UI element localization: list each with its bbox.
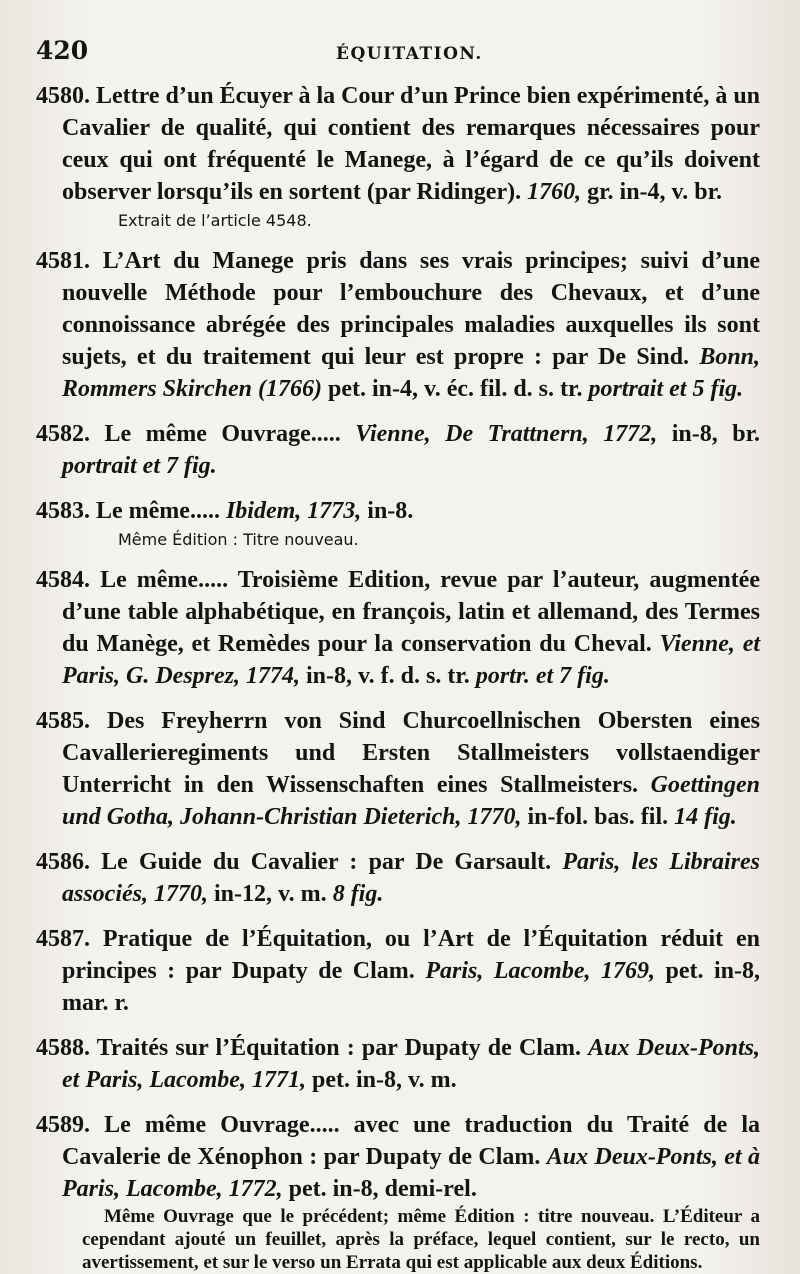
entry-note: Même Édition : Titre nouveau. bbox=[118, 530, 359, 549]
entry-imprint: 1760, bbox=[527, 179, 582, 205]
entry-collation: pet. in-8, v. m. bbox=[311, 1067, 457, 1093]
entry-illustrations: 14 fig. bbox=[674, 804, 737, 830]
entry-illustrations: portrait et 7 fig. bbox=[62, 453, 217, 479]
entry-collation: in-fol. bas. fil. bbox=[527, 804, 669, 830]
entry-number: 4582. bbox=[36, 421, 90, 447]
entry-title: Le même Ouvrage..... avec une traduction du Traité de la Cavalerie de Xénophon : par Dupaty de Clam. bbox=[62, 1112, 761, 1170]
entry-collation: in-8. bbox=[367, 498, 414, 524]
entry-imprint: Paris, Lacombe, 1769, bbox=[425, 958, 655, 984]
page-number: 420 bbox=[36, 36, 89, 65]
entry-imprint: Aux Deux-Ponts, et à Paris, Lacombe, 1772, bbox=[62, 1144, 760, 1202]
entry-number: 4584. bbox=[36, 567, 90, 593]
entry-number: 4583. bbox=[36, 498, 90, 524]
catalog-entry-4582 bbox=[36, 418, 761, 482]
entry-illustrations: 8 fig. bbox=[332, 881, 384, 907]
entry-imprint: Vienne, et Paris, G. Desprez, 1774, bbox=[62, 631, 761, 689]
entry-collation: pet. in-8, demi-rel. bbox=[288, 1176, 477, 1202]
entry-illustrations: portrait et 5 fig. bbox=[588, 376, 744, 402]
entry-title: L’Art du Manege pris dans ses vrais principes; suivi d’une nouvelle Méthode pour l’embouchure des Chevaux, et d’une connoissance abrégée des principales maladies auxquelles ils sont sujets, et du traitement qui leur est propre : par De Sind. bbox=[62, 248, 761, 370]
catalog-entry-4588 bbox=[36, 1032, 760, 1096]
entry-imprint: Paris, les Libraires associés, 1770, bbox=[62, 849, 761, 907]
entry-number: 4589. bbox=[36, 1112, 90, 1138]
entry-collation: pet. in-4, v. éc. fil. d. s. tr. bbox=[328, 376, 583, 402]
catalog-entry-4581 bbox=[36, 245, 761, 405]
entry-collation: pet. in-8, mar. r. bbox=[62, 958, 761, 1016]
catalog-entry-4583 bbox=[36, 495, 760, 551]
entry-title: Des Freyherrn von Sind Churcoellnischen Obersten eines Cavallerieregiments und Ersten Stallmeisters vollstaendiger Unterricht in den Wissenschaften eines Stallmeisters. bbox=[62, 708, 760, 798]
catalog-entry-4589 bbox=[36, 1109, 761, 1274]
entry-title: Le même..... Troisième Edition, revue par l’auteur, augmentée d’une table alphabétique, en françois, latin et allemand, des Termes du Manège, et Remèdes pour la conservation du Cheval. bbox=[62, 567, 760, 657]
entry-collation: in-8, v. f. d. s. tr. bbox=[306, 663, 470, 689]
running-title: ÉQUITATION. bbox=[336, 44, 483, 64]
entry-title: Pratique de l’Équitation, ou l’Art de l’Équitation réduit en principes : par Dupaty de Clam. bbox=[62, 926, 761, 984]
entry-collation: in-12, v. m. bbox=[214, 881, 327, 907]
entry-collation: in-8, br. bbox=[671, 421, 761, 447]
catalog-entry-4580 bbox=[36, 80, 761, 232]
entry-imprint: Ibidem, 1773, bbox=[225, 498, 362, 524]
catalog-entry-4586 bbox=[36, 846, 761, 910]
entry-title: Traités sur l’Équitation : par Dupaty de Clam. bbox=[96, 1035, 581, 1061]
catalog-entry-4587 bbox=[36, 923, 761, 1019]
entry-imprint: Aux Deux-Ponts, et Paris, Lacombe, 1771, bbox=[62, 1035, 760, 1093]
entry-number: 4580. bbox=[36, 83, 90, 109]
entry-illustrations: portr. et 7 fig. bbox=[475, 663, 610, 689]
entry-title: Le même Ouvrage..... bbox=[104, 421, 341, 447]
entry-note: Même Ouvrage que le précédent; même Édition : titre nouveau. L’Éditeur a cependant ajouté un feuillet, après la préface, lequel contient, sur le recto, un avertissement, et sur le verso un Errata qui est applicable aux deux Éditions. bbox=[82, 1206, 760, 1273]
entry-number: 4585. bbox=[36, 708, 90, 734]
entry-title: Lettre d’un Écuyer à la Cour d’un Prince bien expérimenté, à un Cavalier de qualité, qui contient des remarques nécessaires pour ceux qui ont fréquenté le Manege, à l’égard de ce qu’ils doivent observer lorsqu’ils en sortent (par Ridinger). bbox=[62, 83, 761, 205]
catalog-entry-4584 bbox=[36, 564, 761, 692]
page-header bbox=[36, 36, 760, 80]
entry-number: 4581. bbox=[36, 248, 90, 274]
entry-title: Le Guide du Cavalier : par De Garsault. bbox=[101, 849, 552, 875]
entry-number: 4588. bbox=[36, 1035, 90, 1061]
entry-imprint: Bonn, Rommers Skirchen (1766) bbox=[62, 344, 761, 402]
entry-imprint: Goettingen und Gotha, Johann-Christian Dieterich, 1770, bbox=[62, 772, 760, 830]
entry-note: Extrait de l’article 4548. bbox=[118, 211, 312, 230]
entry-imprint: Vienne, De Trattnern, 1772, bbox=[355, 421, 658, 447]
entry-number: 4587. bbox=[36, 926, 90, 952]
entry-title: Le même..... bbox=[96, 498, 220, 524]
entry-collation: gr. in-4, v. br. bbox=[587, 179, 723, 205]
entry-number: 4586. bbox=[36, 849, 90, 875]
catalog-entry-4585 bbox=[36, 705, 760, 833]
